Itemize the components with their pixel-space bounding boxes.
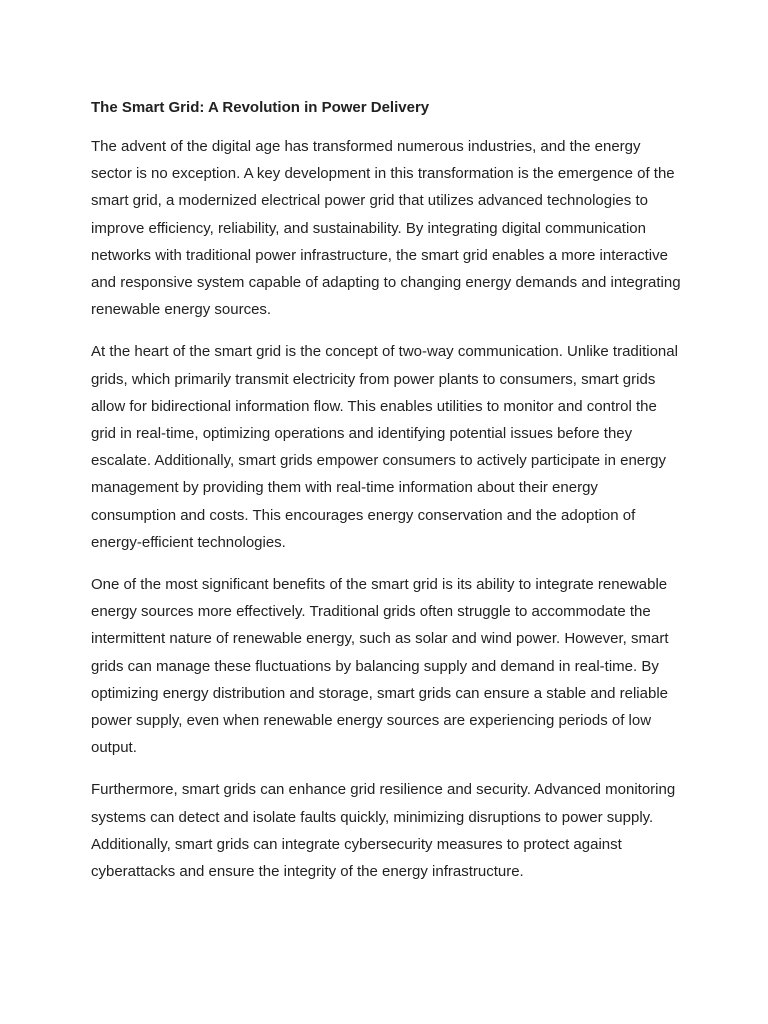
document-body bbox=[91, 96, 683, 900]
document-title: The Smart Grid: A Revolution in Power Delivery bbox=[91, 99, 430, 116]
paragraph-1: The advent of the digital age has transformed numerous industries, and the energy sector is no exception. A key development in this transformation is the emergence of the smart grid, a modernized electrical power grid that utilizes advanced technologies to improve efficiency, reliability, and sustainability. By integrating digital communication networks with traditional power infrastructure, the smart grid enables a more interactive and responsive system capable of adapting to changing energy demands and integrating renewable energy sources. bbox=[91, 138, 681, 319]
paragraph-4: Furthermore, smart grids can enhance grid resilience and security. Advanced monitoring systems can detect and isolate faults quickly, minimizing disruptions to power supply. Additionally, smart grids can integrate cybersecurity measures to protect against cyberattacks and ensure the integrity of the energy infrastructure. bbox=[91, 781, 676, 881]
paragraph-3: One of the most significant benefits of the smart grid is its ability to integrate renewable energy sources more effectively. Traditional grids often struggle to accommodate the intermittent nature of renewable energy, such as solar and wind power. However, smart grids can manage these fluctuations by balancing supply and demand in real-time. By optimizing energy distribution and storage, smart grids can ensure a stable and reliable power supply, even when renewable energy sources are experiencing periods of low output. bbox=[91, 576, 669, 757]
paragraph-2: At the heart of the smart grid is the concept of two-way communication. Unlike traditional grids, which primarily transmit electricity from power plants to consumers, smart grids allow for bidirectional information flow. This enables utilities to monitor and control the grid in real-time, optimizing operations and identifying potential issues before they escalate. Additionally, smart grids empower consumers to actively participate in energy management by providing them with real-time information about their energy consumption and costs. This encourages energy conservation and the adoption of energy-efficient technologies. bbox=[91, 343, 678, 551]
